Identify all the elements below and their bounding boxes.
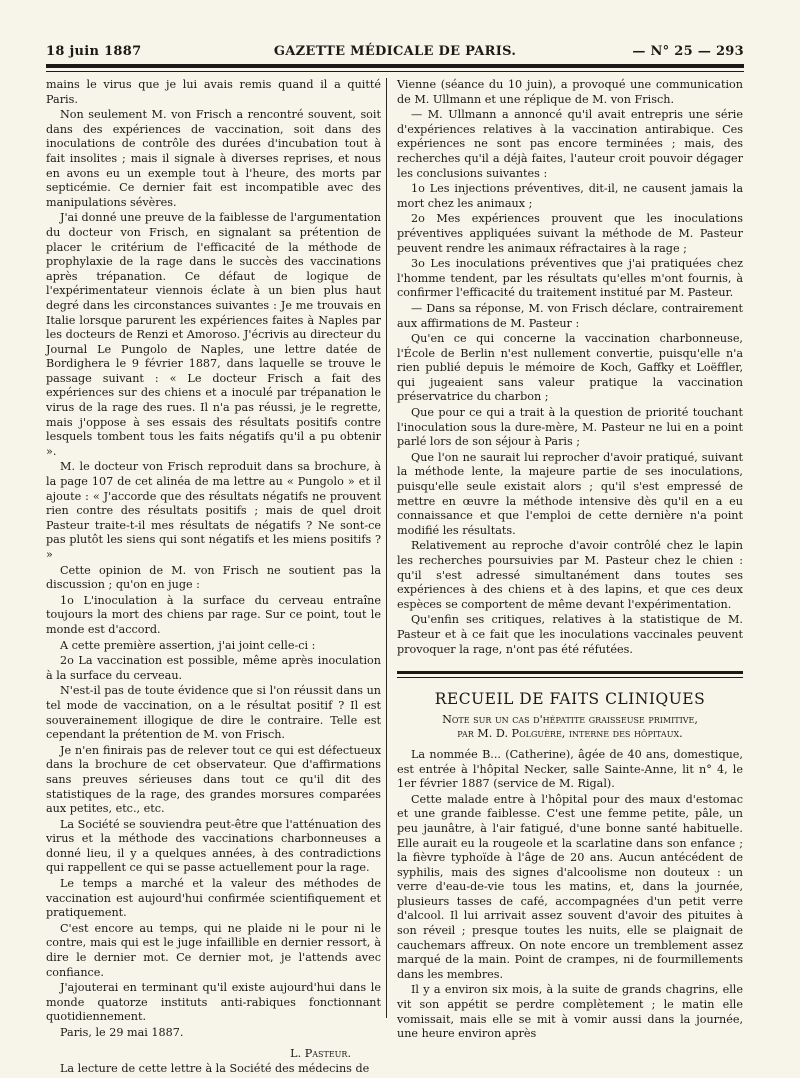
paragraph: Que pour ce qui a trait à la question de priorité touchant l'inoculation sous la dure-mère, M. Pasteur ne lui en a point parlé lors de son séjour à Paris ; [397,406,743,449]
paragraph: Qu'en ce qui concerne la vaccination charbonneuse, l'École de Berlin n'est nullement convertie, puisqu'elle n'a rien publié depuis le mémoire de Koch, Gaffky et Loëffler, qui jugeaient sans valeur pratique la vaccination préservatrice du charbon ; [397,332,743,404]
paragraph: Que l'on ne saurait lui reprocher d'avoir pratiqué, suivant la méthode lente, la majeure partie de ses inoculations, puisqu'elle seule existait alors ; qu'il s'est empressé de mettre en œuvre la méthode intensive dès qu'il en a eu connaissance et que l'emploi de cette dernière n'a point modifié les résultats. [397,450,743,537]
column-divider [386,78,387,1018]
header-rule-thick [46,64,744,68]
left-column [46,78,381,1078]
list-item: 3o Les inoculations préventives que j'ai pratiquées chez l'homme tendent, par les résultats qu'elles m'ont fournis, à confirmer l'efficacité du traitement institué par M. Pasteur. [397,257,743,300]
paragraph: — Dans sa réponse, M. von Frisch déclare, contrairement aux affirmations de M. Pasteur : [397,301,743,330]
paragraph: La lecture de cette lettre à la Société des médecins de [60,1062,370,1076]
paragraph: J'ajouterai en terminant qu'il existe aujourd'hui dans le monde quatorze instituts anti-rabiques fonctionnant quotidiennement. [46,981,381,1024]
paragraph: 2o La vaccination est possible, même après inoculation à la surface du cerveau. [46,654,381,682]
section-rule-thin [397,677,743,678]
paragraph: J'ai donné une preuve de la faiblesse de l'argumentation du docteur von Frisch, en signalant sa prétention de placer le critérium de l'efficacité de la méthode de prophylaxie de la rage dans le succès des vaccinations après trépanation. Ce défaut de logique de l'expérimentateur viennois éclate à un bien plus haut degré dans les circonstances suivantes : Je me trouvais en Italie lorsque parurent les expériences faites à Naples par les docteurs de Renzi et Amoroso. J'écrivis au directeur du Journal Le Pungolo de Naples, une lettre datée de Bordighera le 9 février 1887, dans laquelle se trouve le passage suivant : « Le docteur Frisch a fait des expériences sur des chiens et a inoculé par trépanation le virus de la rage des rues. Il n'a pas réussi, je le regrette, mais j'oppose à ses essais des résultats positifs contre lesquels tombent tous les faits négatifs qu'il a pu obtenir ». [46,211,381,458]
dateline: Paris, le 29 mai 1887. [60,1026,184,1039]
article-subtitle-line: Note sur un cas d'hépatite graisseuse primitive, [442,712,698,726]
paragraph: Cette opinion de M. von Frisch ne soutient pas la discussion ; qu'on en juge : [46,563,381,592]
section-rule-thick [397,671,743,674]
header-title: GAZETTE MÉDICALE DE PARIS. [273,44,517,59]
paragraph: Le temps a marché et la valeur des méthodes de vaccination est aujourd'hui confirmée scientifiquement et pratiquement. [46,877,381,920]
paragraph: mains le virus que je lui avais remis quand il a quitté Paris. [46,78,381,106]
list-item: 1o Les injections préventives, dit-il, ne causent jamais la mort chez les animaux ; [397,182,743,210]
article-byline: par M. D. Polguère, interne des hôpitaux. [457,727,683,741]
right-column [397,78,743,1043]
header-issue: — N° 25 — 293 [632,44,744,59]
paragraph: Je n'en finirais pas de relever tout ce qui est défectueux dans la brochure de cet observateur. Que d'affirmations sans preuves sérieuses dans tout ce qu'il dit des statistiques de la rage, des grandes morsures comparées aux petites, etc., etc. [46,743,381,816]
paragraph: Non seulement M. von Frisch a rencontré souvent, soit dans des expériences de vaccination, soit dans des inoculations de contrôle des durées d'incubation tout à fait insolites ; mais il signale à diverses reprises, et nous en avons eu un exemple tout à l'heure, des morts par septicémie. Ce dernier fait est incompatible avec des manipulations sévères. [46,108,381,209]
header-date: 18 juin 1887 [46,44,142,59]
paragraph: La nommée B... (Catherine), âgée de 40 ans, domestique, est entrée à l'hôpital Necker, salle Sainte-Anne, lit n° 4, le 1er février 1887 (service de M. Rigal). [397,747,743,791]
paragraph: Il y a environ six mois, à la suite de grands chagrins, elle vit son appétit se perdre complètement ; le matin elle vomissait, mais elle se mit à vomir aussi dans la journée, une heure environ après [397,983,743,1041]
paragraph: M. le docteur von Frisch reproduit dans sa brochure, à la page 107 de cet alinéa de ma lettre au « Pungolo » et il ajoute : « J'accorde que des résultats négatifs ne prouvent rien contre des résultats positifs ; mais de quel droit Pasteur traite-t-il mes résultats de négatifs ? Ne sont-ce pas plutôt les siens qui sont négatifs et les miens positifs ? » [46,460,381,561]
paragraph: N'est-il pas de toute évidence que si l'on réussit dans un tel mode de vaccination, on a le résultat positif ? Il est souverainement illogique de dire le contraire. Telle est cependant la prétention de M. von Frisch. [46,684,381,742]
paragraph: Cette malade entre à l'hôpital pour des maux d'estomac et une grande faiblesse. C'est une femme petite, pâle, un peu jaunâtre, à l'air fatigué, d'une bonne santé habituelle. Elle aurait eu la rougeole et la scarlatine dans son enfance ; la fièvre typhoïde à l'âge de 20 ans. Aucun antécédent de syphilis, mais des signes d'alcoolisme non douteux : un verre d'eau-de-vie tous les matins, et, dans la journée, plusieurs tasses de café, accompagnées d'un petit verre d'alcool. Il lui arrivait assez souvent d'avoir des pituites à son réveil ; presque toutes les nuits, elle se plaignait de cauchemars affreux. On note encore un tremblement assez marqué de la main. Point de crampes, ni de fourmillements dans les membres. [397,792,743,981]
paragraph: La Société se souviendra peut-être que l'atténuation des virus et la méthode des vaccinations charbonneuses a donné lieu, il y a quelques années, à des contradictions qui rappellent ce qui se passe actuellement pour la rage. [46,817,381,875]
paragraph: — M. Ullmann a annoncé qu'il avait entrepris une série d'expériences relatives à la vaccination antirabique. Ces expériences ne sont pas encore terminées ; mais, des recherches qu'il a déjà faites, l'auteur croit pouvoir dégager les conclusions suivantes : [397,108,743,180]
paragraph: C'est encore au temps, qui ne plaide ni le pour ni le contre, mais qui est le juge infaillible en dernier ressort, à dire le dernier mot. Ce dernier mot, je l'attends avec confiance. [46,921,381,979]
header-rule-thin [46,71,744,72]
paragraph: Qu'enfin ses critiques, relatives à la statistique de M. Pasteur et à ce fait que les inoculations vaccinales peuvent provoquer la rage, n'ont pas été réfutées. [397,613,743,656]
article-subtitle [397,713,743,742]
list-item: 2o Mes expériences prouvent que les inoculations préventives appliquées suivant la méthode de M. Pasteur peuvent rendre les animaux réfractaires à la rage ; [397,212,743,255]
paragraph: Vienne (séance du 10 juin), a provoqué une communication de M. Ullmann et une réplique de M. von Frisch. [397,78,743,106]
paragraph: A cette première assertion, j'ai joint celle-ci : [60,638,316,652]
paragraph: Relativement au reproche d'avoir contrôlé chez le lapin les recherches poursuivies par M. Pasteur chez le chien : qu'il s'est adressé simultanément dans toutes ses expériences à des chiens et à des lapins, et que ces deux espèces se comportent de même devant l'expérimentation. [397,539,743,611]
signature: L. Pasteur. [290,1046,351,1060]
section-title: RECUEIL DE FAITS CLINIQUES [434,690,706,709]
paragraph: 1o L'inoculation à la surface du cerveau entraîne toujours la mort des chiens par rage. Sur ce point, tout le monde est d'accord. [46,593,381,636]
page-header [46,40,744,64]
